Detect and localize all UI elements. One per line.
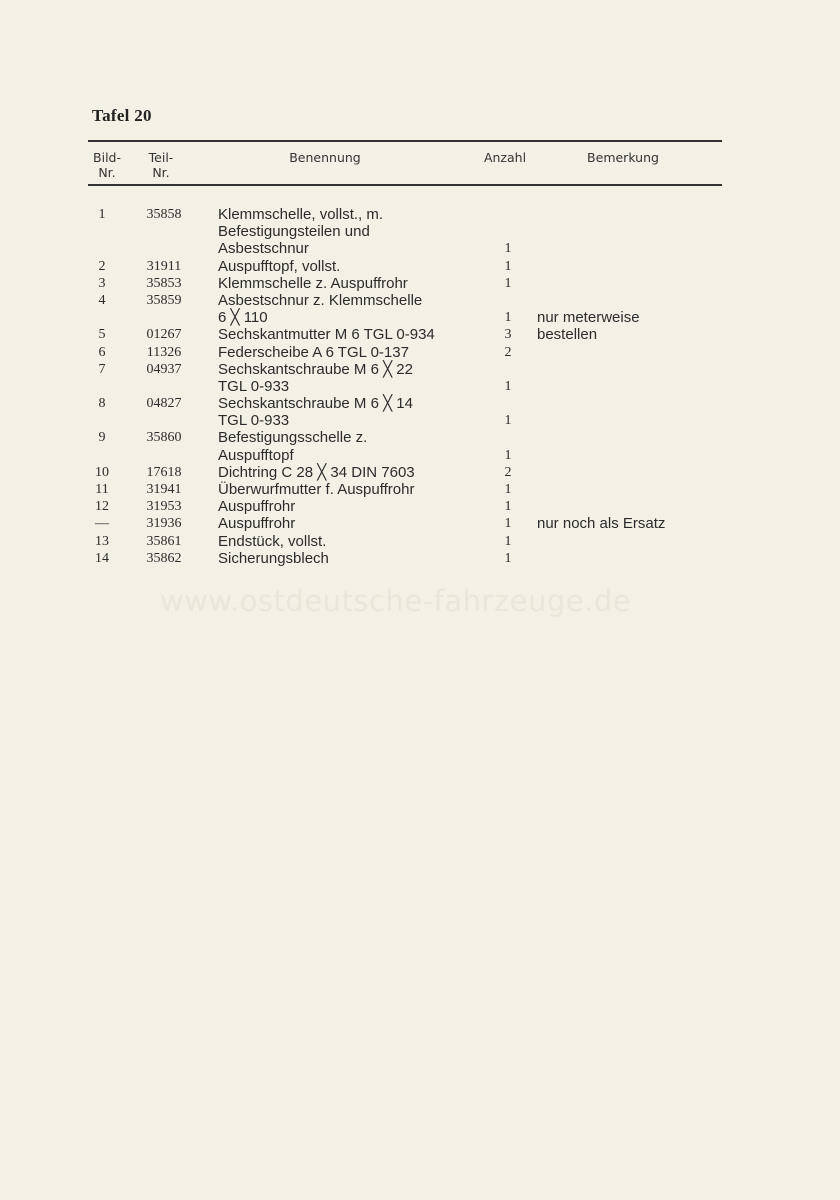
table-row: [0, 481, 840, 498]
cell-teil-nr: 31953: [146, 499, 182, 515]
page-title: Tafel 20: [92, 106, 152, 125]
benennung-line: Auspufftopf: [218, 446, 294, 464]
benennung-line: Auspufftopf, vollst.: [218, 257, 341, 275]
cell-benennung: [218, 395, 498, 429]
benennung-line: Auspuffrohr: [218, 498, 296, 516]
benennung-line: Federscheibe A 6 TGL 0-137: [218, 343, 409, 361]
benennung-line: Sechskantschraube M 6 ╳ 22: [218, 360, 413, 378]
cell-teil-nr: 11326: [146, 344, 182, 360]
cell-anzahl: 1: [504, 275, 512, 291]
cell-benennung: [218, 326, 498, 343]
cell-benennung: [218, 275, 498, 292]
header-anzahl: Anzahl: [483, 150, 527, 165]
cell-anzahl: 1: [504, 550, 512, 566]
cell-benennung: [218, 206, 498, 258]
cell-benennung: [218, 550, 498, 567]
cell-bild-nr: 3: [98, 275, 106, 291]
cell-teil-nr: 35860: [146, 430, 182, 446]
table-row: [0, 464, 840, 481]
cell-anzahl: 2: [504, 344, 512, 360]
cell-teil-nr: 04827: [146, 396, 182, 412]
cell-anzahl: 1: [504, 516, 512, 532]
header-top-rule: [88, 140, 722, 142]
table-row: [0, 395, 840, 429]
benennung-line: Sechskantschraube M 6 ╳ 14: [218, 395, 413, 413]
header-benennung: Benennung: [289, 150, 361, 165]
cell-bemerkung: [537, 515, 665, 532]
cell-benennung: [218, 498, 498, 515]
table-row: [0, 258, 840, 275]
watermark: www.ostdeutsche-fahrzeuge.de: [160, 584, 632, 618]
header-bottom-rule: [88, 184, 722, 186]
benennung-line: Sechskantmutter M 6 TGL 0-934: [218, 326, 435, 344]
header-bild-line2: Nr.: [98, 165, 116, 180]
header-bild-line1: Bild-: [93, 150, 121, 165]
cell-bild-nr: 7: [98, 361, 106, 377]
cell-anzahl: 1: [504, 482, 512, 497]
table-row: [0, 326, 840, 343]
cell-benennung: [218, 344, 498, 361]
cell-benennung: [218, 533, 498, 550]
table-row: [0, 361, 840, 395]
benennung-line: Sicherungsblech: [218, 549, 329, 567]
cell-anzahl: 2: [504, 464, 512, 480]
benennung-line: Asbestschnur z. Klemmschelle: [218, 291, 423, 309]
bemerkung-line: bestellen: [537, 326, 598, 344]
cell-teil-nr: 01267: [146, 327, 182, 343]
cell-teil-nr: 04937: [146, 361, 182, 377]
header-teil: [132, 150, 190, 180]
benennung-line: Befestigungsteilen und: [218, 223, 370, 241]
table-row: [0, 275, 840, 292]
benennung-line: Klemmschelle z. Auspuffrohr: [218, 274, 408, 292]
cell-anzahl: 1: [504, 447, 512, 463]
table-row: [0, 344, 840, 361]
cell-teil-nr: 31941: [146, 482, 182, 497]
cell-bild-nr: 11: [95, 482, 109, 497]
table-row: [0, 533, 840, 550]
cell-bild-nr: 5: [98, 327, 106, 343]
cell-benennung: [218, 258, 498, 275]
cell-bild-nr: 8: [98, 396, 106, 412]
table-row: [0, 515, 840, 532]
cell-teil-nr: 35861: [146, 533, 182, 549]
cell-anzahl: 3: [504, 327, 512, 343]
cell-bild-nr: 2: [98, 258, 106, 274]
cell-teil-nr: 35858: [146, 207, 182, 222]
cell-teil-nr: 35862: [146, 550, 182, 566]
cell-bild-nr: 13: [95, 533, 109, 549]
cell-benennung: [218, 429, 498, 463]
benennung-line: Endstück, vollst.: [218, 532, 327, 550]
benennung-line: Auspuffrohr: [218, 515, 296, 533]
table-row: [0, 550, 840, 567]
bemerkung-line: nur meterweise: [537, 309, 640, 327]
table-row: [0, 498, 840, 515]
table-row: [0, 206, 840, 258]
cell-benennung: [218, 515, 498, 532]
benennung-line: Befestigungsschelle z.: [218, 429, 368, 447]
cell-anzahl: 1: [504, 499, 512, 515]
cell-bild-nr: 4: [98, 292, 106, 308]
cell-teil-nr: 31911: [146, 258, 182, 274]
benennung-line: Dichtring C 28 ╳ 34 DIN 7603: [218, 463, 415, 481]
cell-bild-nr: 10: [95, 464, 109, 480]
header-bemerkung: Bemerkung: [587, 150, 659, 165]
cell-bild-nr: 9: [98, 430, 106, 446]
cell-anzahl: 1: [504, 378, 512, 394]
cell-benennung: [218, 361, 498, 395]
cell-teil-nr: 17618: [146, 464, 182, 480]
cell-bild-nr: 6: [98, 344, 106, 360]
benennung-line: Asbestschnur: [218, 240, 309, 258]
header-bild: [84, 150, 130, 180]
cell-bild-nr: 1: [98, 207, 106, 222]
cell-anzahl: 1: [504, 310, 512, 326]
parts-table: [0, 206, 840, 567]
cell-teil-nr: 35853: [146, 275, 182, 291]
cell-benennung: [218, 292, 498, 326]
bemerkung-line: nur noch als Ersatz: [537, 515, 666, 533]
cell-benennung: [218, 464, 498, 481]
header-teil-line1: Teil-: [148, 150, 174, 165]
table-row: [0, 429, 840, 463]
cell-teil-nr: 31936: [146, 516, 182, 532]
header-teil-line2: Nr.: [152, 165, 170, 180]
benennung-line: Klemmschelle, vollst., m.: [218, 206, 384, 223]
cell-anzahl: 1: [504, 241, 512, 257]
benennung-line: TGL 0-933: [218, 377, 290, 395]
cell-anzahl: 1: [504, 413, 512, 429]
benennung-line: 6 ╳ 110: [218, 309, 268, 327]
cell-benennung: [218, 481, 498, 498]
cell-teil-nr: 35859: [146, 292, 182, 308]
cell-anzahl: 1: [504, 533, 512, 549]
cell-bild-nr: 12: [95, 499, 109, 515]
benennung-line: TGL 0-933: [218, 412, 290, 430]
benennung-line: Überwurfmutter f. Auspuffrohr: [218, 481, 415, 498]
cell-anzahl: 1: [504, 258, 512, 274]
cell-bild-nr: —: [95, 516, 109, 532]
cell-bild-nr: 14: [95, 550, 109, 566]
